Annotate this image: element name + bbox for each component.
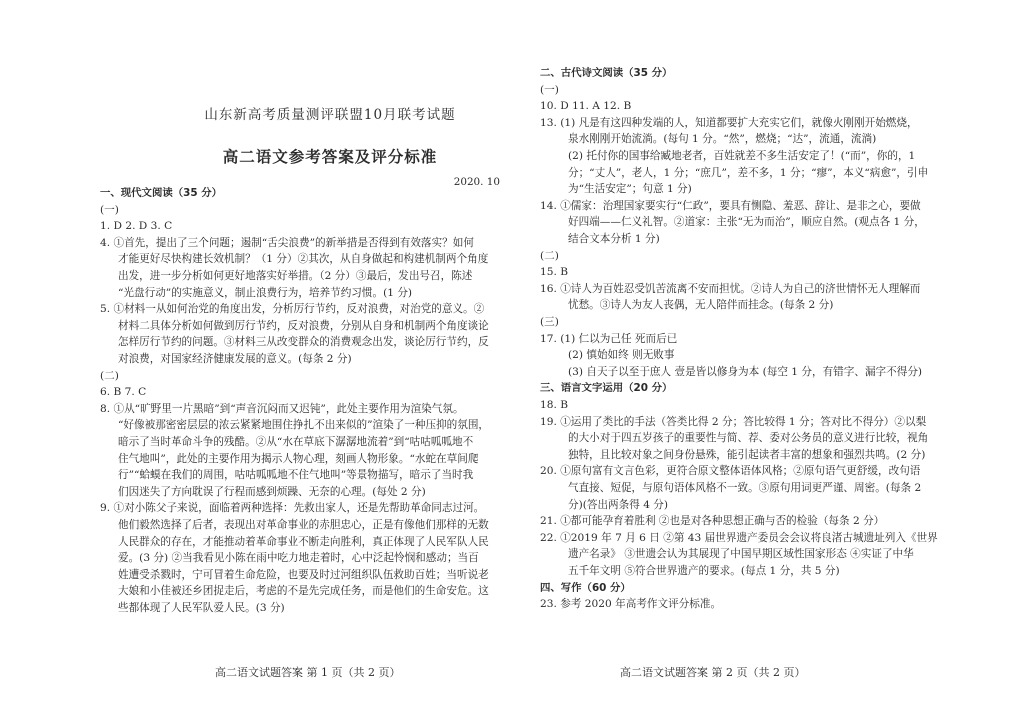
- text-line: 18. B: [540, 399, 568, 411]
- text-line: 泉水刚刚开始流淌。(每句 1 分。“然”，燃烧；“达”，流通，流淌): [568, 133, 877, 146]
- text-line: 爱。(3 分) ②当我看见小陈在雨中吃力地走着时，心中泛起怜悯和感动；当百: [118, 552, 479, 565]
- text-line: 行”“蛤蟆在我们的周围，咕咕呱呱地不住气地叫”等景物描写，暗示了当时我: [118, 469, 474, 482]
- text-line: (2) 托付你的国事给臧地老者，百姓就差不多生活安定了！(“而”，你的，1: [568, 150, 916, 162]
- text-line: “光盘行动”的实施意义，制止浪费行为，培养节约习惯。(1 分): [118, 286, 413, 299]
- text-line: 19. ①运用了类比的手法（答类比得 2 分；答比较得 1 分；答对比不得分）②以梨: [540, 415, 927, 428]
- page-title: 高二语文参考答案及评分标准: [222, 148, 438, 166]
- text-line: 1. D 2. D 3. C: [100, 220, 173, 233]
- text-line: (二): [540, 249, 559, 262]
- text-line: “好像被那密密层层的浓云紧紧地围住挣扎不出来似的”渲染了一种压抑的氛围，: [118, 419, 490, 432]
- text-line: 才能更好尽快构建长效机制？（1 分）②其次，从自身做起和构建机制两个角度: [118, 253, 489, 266]
- exam-date: 2020. 10: [453, 176, 500, 188]
- text-line: 14. ①儒家：治理国家要实行“仁政”，要具有恻隐、羞恶、辞让、是非之心，要做: [540, 199, 921, 212]
- text-line: 材料二具体分析如何做到厉行节约，反对浪费，分别从自身和机制两个角度谈论: [118, 319, 489, 332]
- text-line: 忧愁。③诗人为友人丧偶，无人陪伴而挂念。(每条 2 分): [568, 299, 834, 312]
- text-line: 出发，进一步分析如何更好地落实好举措。（2 分）③最后，发出号召，陈述: [118, 270, 473, 282]
- text-line: (三): [540, 316, 559, 328]
- text-line: 9. ①对小陈父子来说，面临着两种选择：先救出家人，还是先帮助革命同志过河。: [100, 502, 485, 515]
- text-line: 一、现代文阅读（35 分）: [100, 187, 222, 199]
- text-line: (一): [100, 203, 119, 216]
- text-line: 分)(答出两条得 4 分): [568, 498, 669, 511]
- text-line: 17. (1) 仁以为己任 死而后已: [540, 332, 678, 345]
- text-line: 二、古代诗文阅读（35 分）: [540, 67, 673, 79]
- exam-title: 山东新高考质量测评联盟10月联考试题: [204, 107, 456, 123]
- text-line: 5. ①材料一从如何治党的角度出发，分析厉行节约，反对浪费，对治党的意义。②: [100, 303, 485, 316]
- text-line: 对浪费，对国家经济健康发展的意义。(每条 2 分): [118, 353, 352, 365]
- text-line: (二): [100, 369, 119, 382]
- text-line: 大娘和小佳被还乡团捉走后，考虑的不是先完成任务，而是他们的生命安危。这: [118, 585, 489, 598]
- text-line: 6. B 7. C: [100, 386, 147, 399]
- text-line: 怎样厉行节约的问题。③材料三从改变群众的消费观念出发，谈论厉行节约，反: [118, 336, 489, 349]
- text-line: 8. ①从“旷野里一片黑暗”到“声音沉闷而又迟钝”，此处主要作用为渲染气氛。: [100, 402, 464, 415]
- text-line: 4. ①首先，提出了三个问题；遏制“舌尖浪费”的新举措是否得到有效落实？如何: [100, 236, 474, 249]
- text-line: 些都体现了人民军队爱人民。(3 分): [118, 602, 285, 614]
- text-line: 姓遭受杀戮时，宁可冒着生命危险，也要及时过河组织队伍救助百姓；当听说老: [118, 568, 489, 581]
- text-line: 20. ①原句富有文言色彩，更符合原文整体语体风格；②原句语气更舒缓，改句语: [540, 465, 921, 478]
- text-line: 遗产名录》 ③世遗会认为其展现了中国早期区域性国家形态 ④实证了中华: [568, 548, 914, 561]
- text-line: 22. ①2019 年 7 月 6 日 ②第 43 届世界遗产委员会会议将良渚古城遗址列入《世界: [540, 531, 938, 544]
- text-line: 23. 参考 2020 年高考作文评分标准。: [540, 598, 722, 611]
- text-line: 三、语言文字运用（20 分）: [540, 382, 673, 395]
- text-line: 人民群众的存在，才能推动着革命事业不断走向胜利，真正体现了人民军队人民: [118, 535, 489, 548]
- text-line: (一): [540, 83, 559, 96]
- page-2-footer: 高二语文试题答案 第 2 页（共 2 页）: [620, 666, 806, 679]
- text-line: 独特，且比较对象之间身份悬殊，能引起读者丰富的想象和强烈共鸣。(2 分): [568, 448, 926, 461]
- text-line: 21. ①都可能孕育着胜利 ②也是对各种思想正确与否的检验（每条 2 分）: [540, 515, 885, 528]
- text-line: 气直接、短促，与原句语体风格不一致。③原句用词更严谨、周密。(每条 2: [568, 482, 922, 494]
- text-line: 们因迷失了方向耽误了行程而感到烦躁、无奈的心理。(每处 2 分): [118, 485, 426, 498]
- text-line: 结合文本分析 1 分): [568, 233, 660, 245]
- text-line: 分；“丈人”，老人，1 分；“庶几”，差不多，1 分；“瘳”，本义“病愈”，引申: [568, 166, 929, 179]
- text-line: 15. B: [540, 266, 568, 279]
- text-line: 住气地叫”，此处的主要作用为揭示人物心理，刻画人物形象。“水蛇在草间爬: [118, 452, 479, 465]
- text-line: 的大小对于四五岁孩子的重要性与简、荐、委对公务员的意义进行比较，视角: [568, 432, 929, 445]
- text-line: 五千年文明 ⑤符合世界遗产的要求。(每点 1 分，共 5 分): [568, 565, 840, 577]
- text-line: (2) 慎始如终 则无败事: [568, 349, 675, 362]
- text-line: 16. ①诗人为百姓忍受饥苦流离不安而担忧。②诗人为自己的济世情怀无人理解而: [540, 282, 921, 295]
- page-1-footer: 高二语文试题答案 第 1 页（共 2 页）: [215, 666, 401, 679]
- text-line: (3) 自天子以至于庶人 壹是皆以修身为本 (每空 1 分，有错字、漏字不得分): [568, 365, 923, 378]
- text-line: 13. (1) 凡是有这四种发端的人，知道都要扩大充实它们，就像火刚刚开始燃烧，: [540, 116, 918, 129]
- text-line: 10. D 11. A 12. B: [540, 100, 632, 113]
- text-line: 他们毅然选择了后者，表现出对革命事业的赤胆忠心，正是有像他们那样的无数: [118, 519, 489, 531]
- text-line: 为“生活安定”；句意 1 分): [568, 183, 692, 196]
- text-line: 四、写作（60 分）: [540, 581, 631, 594]
- text-line: 好四端——仁义礼智。②道家：主张“无为而治”，顺应自然。(观点各 1 分，: [568, 216, 925, 229]
- text-line: 暗示了当时革命斗争的残酷。②从“水在草底下潺潺地流着”到“咕咕呱呱地不: [118, 436, 474, 448]
